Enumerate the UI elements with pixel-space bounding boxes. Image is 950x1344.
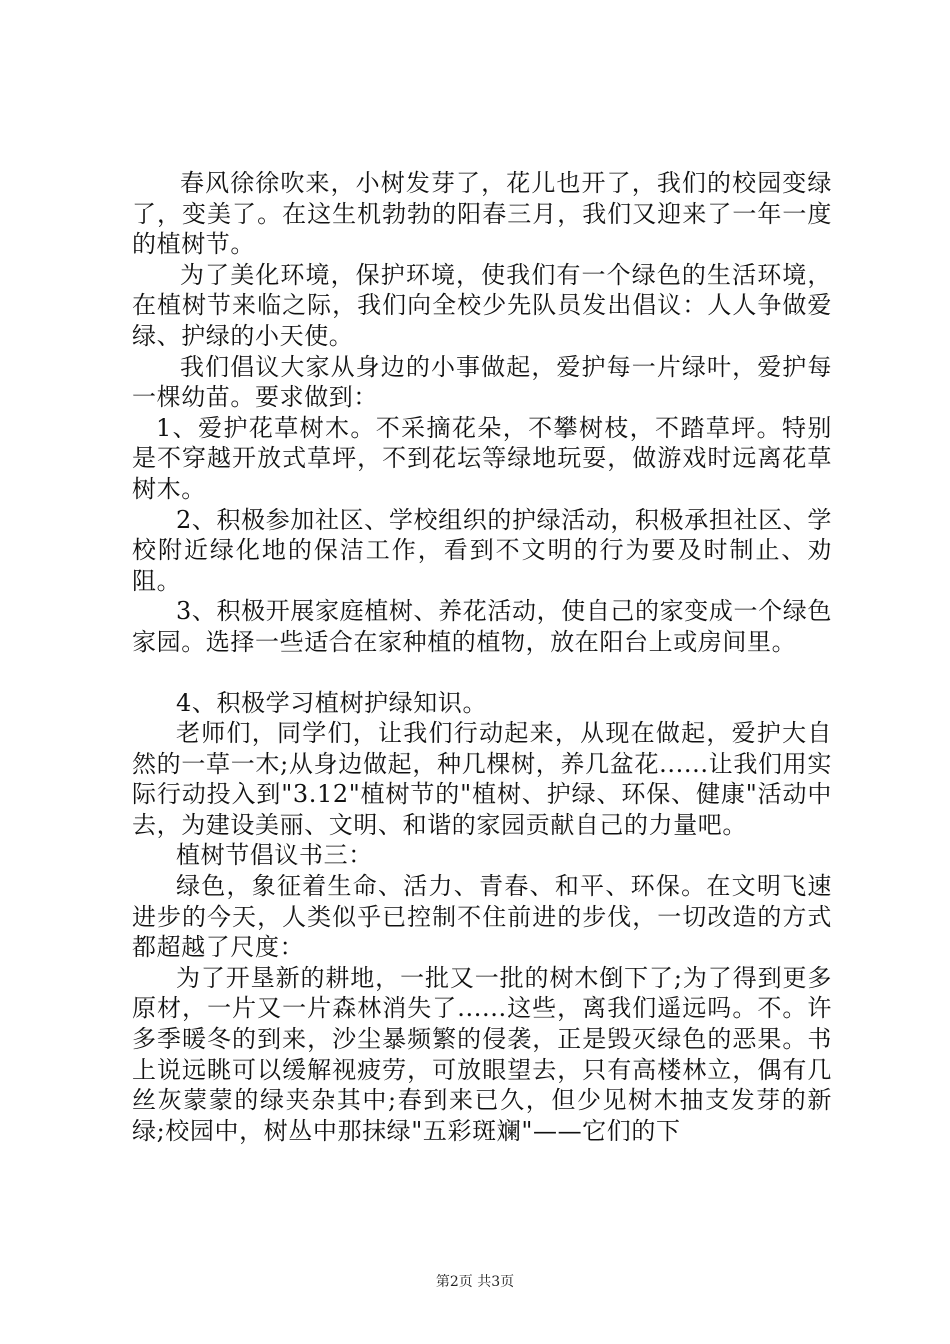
document-body: [132, 168, 832, 1146]
paragraph-proposal-intro: 我们倡议大家从身边的小事做起，爱护每一片绿叶，爱护每一棵幼苗。要求做到：: [132, 352, 832, 412]
paragraph-call-to-action: 老师们，同学们，让我们行动起来，从现在做起，爱护大自然的一草一木;从身边做起，种几棵树，养几盆花......让我们用实际行动投入到"3.12"植树节的"植树、护绿、环保、健康"活动中去，为建设美丽、文明、和谐的家园贡献自己的力量吧。: [132, 719, 832, 839]
paragraph-item-3: 3、积极开展家庭植树、养花活动，使自己的家变成一个绿色家园。选择一些适合在家种植的植物，放在阳台上或房间里。: [132, 597, 832, 656]
paragraph-green-symbol: 绿色，象征着生命、活力、青春、和平、环保。在文明飞速进步的今天，人类似乎已控制不住前进的步伐，一切改造的方式都超越了尺度：: [132, 872, 832, 962]
paragraph-item-4: 4、积极学习植树护绿知识。: [176, 688, 488, 717]
paragraph-protect-environment: 为了美化环境，保护环境，使我们有一个绿色的生活环境，在植树节来临之际，我们向全校少先队员发出倡议：人人争做爱绿、护绿的小天使。: [132, 260, 832, 350]
page-footer: 第2页 共3页: [435, 1274, 515, 1290]
paragraph-gap: [132, 658, 832, 688]
paragraph-item-1: 1、爱护花草树木。不采摘花朵，不攀树枝，不踏草坪。特别是不穿越开放式草坪，不到花坛等绿地玩耍，做游戏时远离花草树木。: [132, 413, 832, 503]
paragraph-item-2: 2、积极参加社区、学校组织的护绿活动，积极承担社区、学校附近绿化地的保洁工作，看到不文明的行为要及时制止、劝阻。: [132, 505, 832, 595]
paragraph-deforestation: 为了开垦新的耕地，一批又一批的树木倒下了;为了得到更多原材，一片又一片森林消失了......这些，离我们遥远吗。不。许多季暖冬的到来，沙尘暴频繁的侵袭，正是毁灭绿色的恶果。书上说远眺可以缓解视疲劳，可放眼望去，只有高楼林立，偶有几丝灰蒙蒙的绿夹杂其中;春到来已久，但少见树木抽支发芽的新绿;校园中，树丛中那抹绿"五彩斑斓"——它们的下: [132, 963, 832, 1145]
section-heading: 植树节倡议书三：: [176, 841, 373, 870]
paragraph-spring: 春风徐徐吹来，小树发芽了，花儿也开了，我们的校园变绿了，变美了。在这生机勃勃的阳春三月，我们又迎来了一年一度的植树节。: [132, 169, 832, 259]
